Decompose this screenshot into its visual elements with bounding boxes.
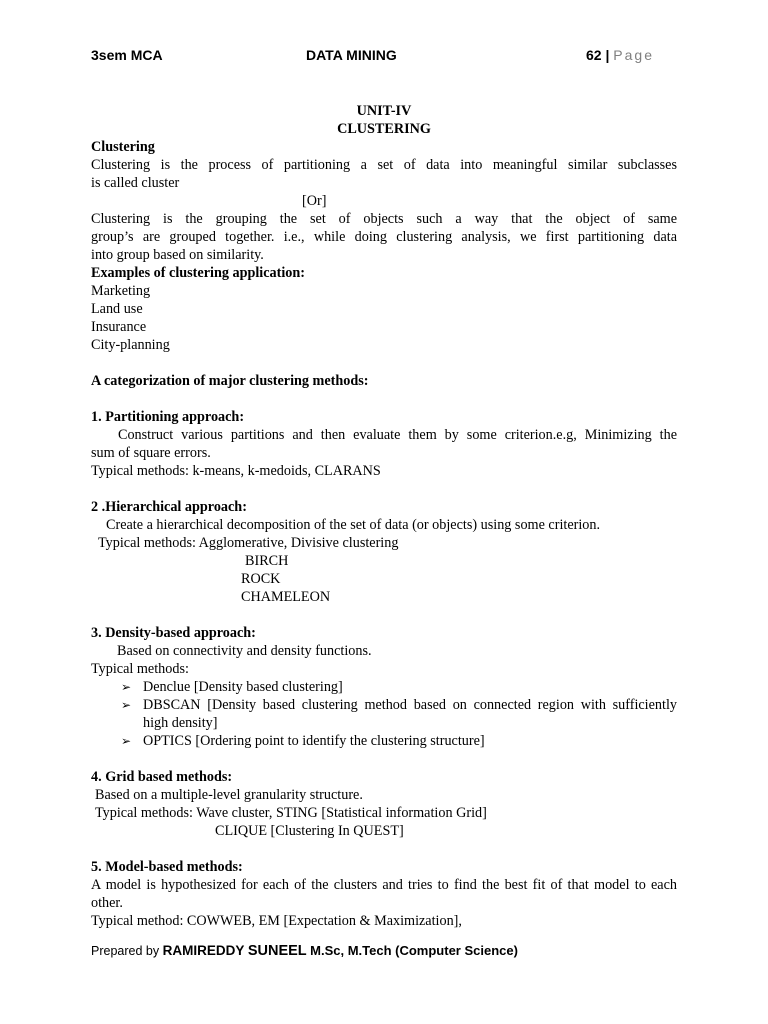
density-heading: 3. Density-based approach: — [91, 625, 256, 641]
hierarchical-text: Create a hierarchical decomposition of the set of data (or objects) using some criterion. — [106, 517, 601, 533]
model-text: other. — [91, 895, 123, 911]
grid-heading: 4. Grid based methods: — [91, 769, 233, 785]
hierarchical-methods: Typical methods: Agglomerative, Divisive clustering — [98, 535, 399, 551]
unit-title: UNIT-IV — [356, 103, 412, 119]
clustering-definition-line: Clustering is the grouping the set of objects such a way that the object of same — [91, 211, 677, 227]
header-page — [586, 47, 654, 63]
model-heading: 5. Model-based methods: — [91, 859, 243, 875]
arrow-bullet-icon: ➢ — [121, 698, 132, 712]
page-number: 62 — [586, 47, 602, 63]
partitioning-text: Construct various partitions and then evaluate them by some criterion.e.g, Minimizing the — [118, 427, 677, 443]
header-course: 3sem MCA — [91, 47, 163, 63]
density-text: Based on connectivity and density functions. — [117, 643, 372, 659]
partitioning-text: sum of square errors. — [91, 445, 211, 461]
footer — [91, 943, 518, 959]
model-text: A model is hypothesized for each of the clusters and tries to find the best fit of that model to each — [91, 877, 677, 893]
document-body — [91, 102, 677, 930]
author-surname: SUNEEL — [247, 943, 307, 959]
list-item: ➢ DBSCAN [Density based clustering method based on connected region with sufficiently high density] — [121, 697, 677, 731]
clustering-definition-line: group’s are grouped together. i.e., while doing clustering analysis, we first partitioning data — [91, 229, 677, 245]
author-name: RAMIREDDY — [162, 943, 245, 958]
grid-method-item: CLIQUE [Clustering In QUEST] — [215, 823, 404, 839]
density-methods-label: Typical methods: — [91, 661, 189, 677]
hierarchical-method-item: ROCK — [241, 571, 281, 587]
page-separator: | — [605, 47, 610, 63]
clustering-definition-line: into group based on similarity. — [91, 247, 264, 263]
clustering-definition-line: is called cluster — [91, 175, 180, 191]
clustering-heading: Clustering — [91, 139, 155, 155]
header-subject: DATA MINING — [306, 47, 397, 63]
list-item: ➢ OPTICS [Ordering point to identify the clustering structure] — [121, 733, 485, 749]
example-item: City-planning — [91, 337, 170, 353]
page-word: Page — [613, 47, 654, 63]
hierarchical-method-item: BIRCH — [245, 553, 289, 569]
example-item: Insurance — [91, 319, 147, 335]
arrow-bullet-icon: ➢ — [121, 680, 132, 694]
list-item: ➢ Denclue [Density based clustering] — [121, 679, 343, 695]
unit-subtitle: CLUSTERING — [337, 121, 431, 137]
example-item: Marketing — [91, 283, 151, 299]
density-method-list — [91, 678, 677, 750]
arrow-bullet-icon: ➢ — [121, 734, 132, 748]
footer-prefix: Prepared by — [91, 944, 160, 958]
clustering-definition-line: Clustering is the process of partitioning a set of data into meaningful similar subclasses — [91, 157, 677, 173]
partitioning-heading: 1. Partitioning approach: — [91, 409, 245, 425]
partitioning-methods: Typical methods: k-means, k-medoids, CLARANS — [91, 463, 381, 479]
categorization-heading: A categorization of major clustering methods: — [91, 373, 369, 389]
grid-methods: Typical methods: Wave cluster, STING [Statistical information Grid] — [95, 805, 487, 821]
or-separator: [Or] — [302, 193, 327, 209]
author-degrees: M.Sc, M.Tech (Computer Science) — [310, 943, 518, 958]
grid-text: Based on a multiple-level granularity structure. — [95, 787, 363, 803]
hierarchical-heading: 2 .Hierarchical approach: — [91, 499, 247, 515]
example-item: Land use — [91, 301, 143, 317]
examples-heading: Examples of clustering application: — [91, 265, 305, 281]
model-methods: Typical method: COWWEB, EM [Expectation & Maximization], — [91, 913, 462, 929]
hierarchical-method-item: CHAMELEON — [241, 589, 331, 605]
